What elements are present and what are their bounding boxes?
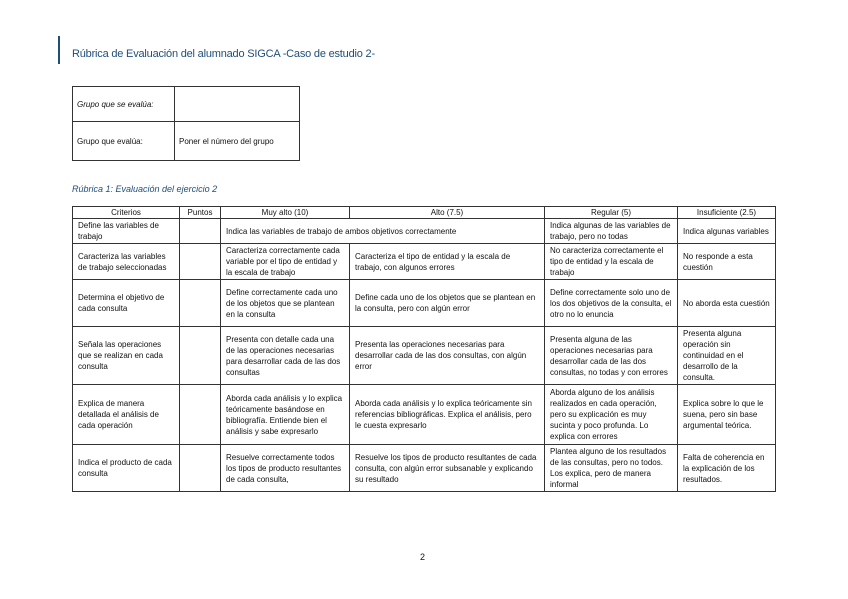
- muy-alto-cell: Presenta con detalle cada una de las operaciones necesarias para desarrollar cada de las dos consultas: [221, 327, 350, 385]
- alto-cell: Aborda cada análisis y lo explica teóricamente sin referencias bibliográficas. Explica el análisis, pero le cuesta expresarlo: [350, 385, 545, 445]
- criterion-cell: Señala las operaciones que se realizan en cada consulta: [73, 327, 180, 385]
- points-cell[interactable]: [180, 445, 221, 492]
- criterion-cell: Determina el objetivo de cada consulta: [73, 280, 180, 327]
- header-criterios: Criterios: [73, 207, 180, 219]
- table-row: [73, 244, 776, 280]
- table-row: [73, 280, 776, 327]
- group-row-evaluator: [73, 122, 300, 161]
- table-row: [73, 385, 776, 445]
- regular-cell: Define correctamente solo uno de los dos objetivos de la consulta, el otro no lo enuncia: [545, 280, 678, 327]
- insuficiente-cell: Indica algunas variables: [678, 219, 776, 244]
- evaluator-group-label: Grupo que evalúa:: [73, 122, 175, 161]
- table-row: [73, 445, 776, 492]
- criterion-cell: Indica el producto de cada consulta: [73, 445, 180, 492]
- points-cell[interactable]: [180, 327, 221, 385]
- title-accent-bar: [58, 36, 60, 64]
- header-insuficiente: Insuficiente (2.5): [678, 207, 776, 219]
- criterion-cell: Caracteriza las variables de trabajo seleccionadas: [73, 244, 180, 280]
- insuficiente-cell: Presenta alguna operación sin continuidad en el desarrollo de la consulta.: [678, 327, 776, 385]
- insuficiente-cell: No responde a esta cuestión: [678, 244, 776, 280]
- insuficiente-cell: Falta de coherencia en la explicación de los resultados.: [678, 445, 776, 492]
- alto-cell: Define cada uno de los objetos que se plantean en la consulta, pero con algún error: [350, 280, 545, 327]
- regular-cell: Indica algunas de las variables de trabajo, pero no todas: [545, 219, 678, 244]
- table-row: [73, 327, 776, 385]
- muy-alto-cell: Aborda cada análisis y lo explica teóricamente basándose en bibliografía. Entiende bien el análisis y sabe expresarlo: [221, 385, 350, 445]
- rubric-table: [72, 206, 776, 492]
- insuficiente-cell: Explica sobre lo que le suena, pero sin base argumental teórica.: [678, 385, 776, 445]
- regular-cell: Plantea alguno de los resultados de las consultas, pero no todos. Los explica, pero de manera informal: [545, 445, 678, 492]
- document-title: Rúbrica de Evaluación del alumnado SIGCA -Caso de estudio 2-: [72, 48, 375, 60]
- regular-cell: Presenta alguna de las operaciones necesarias para desarrollar cada de las dos consultas, no todas y con errores: [545, 327, 678, 385]
- criterion-cell: Explica de manera detallada el análisis de cada operación: [73, 385, 180, 445]
- table-row: [73, 219, 776, 244]
- page-number: 2: [420, 552, 426, 562]
- evaluated-group-value[interactable]: [175, 87, 300, 122]
- alto-cell: Presenta las operaciones necesarias para desarrollar cada de las dos consultas, con algún error: [350, 327, 545, 385]
- insuficiente-cell: No aborda esta cuestión: [678, 280, 776, 327]
- header-alto: Alto (7.5): [350, 207, 545, 219]
- regular-cell: Aborda alguno de los análisis realizados en cada operación, pero su explicación es muy sucinta y poco profunda. Lo explica con errores: [545, 385, 678, 445]
- points-cell[interactable]: [180, 244, 221, 280]
- points-cell[interactable]: [180, 219, 221, 244]
- muy-alto-cell: Define correctamente cada uno de los objetos que se plantean en la consulta: [221, 280, 350, 327]
- rubric-title: Rúbrica 1: Evaluación del ejercicio 2: [72, 184, 218, 194]
- alto-cell: Resuelve los tipos de producto resultantes de cada consulta, con algún error subsanable y explicando su resultado: [350, 445, 545, 492]
- muy-alto-cell: Resuelve correctamente todos los tipos de producto resultantes de cada consulta,: [221, 445, 350, 492]
- group-row-evaluated: [73, 87, 300, 122]
- evaluated-group-label: Grupo que se evalúa:: [73, 87, 175, 122]
- points-cell[interactable]: [180, 385, 221, 445]
- muy-alto-cell: Caracteriza correctamente cada variable por el tipo de entidad y la escala de trabajo: [221, 244, 350, 280]
- header-regular: Regular (5): [545, 207, 678, 219]
- evaluator-group-value[interactable]: Poner el número del grupo: [175, 122, 300, 161]
- points-cell[interactable]: [180, 280, 221, 327]
- alto-cell: Caracteriza el tipo de entidad y la escala de trabajo, con algunos errores: [350, 244, 545, 280]
- header-puntos: Puntos: [180, 207, 221, 219]
- header-muy-alto: Muy alto (10): [221, 207, 350, 219]
- group-table: [72, 86, 300, 161]
- rubric-header-row: [73, 207, 776, 219]
- criterion-cell: Define las variables de trabajo: [73, 219, 180, 244]
- muy-alto-alto-cell: Indica las variables de trabajo de ambos objetivos correctamente: [221, 219, 545, 244]
- regular-cell: No caracteriza correctamente el tipo de entidad y la escala de trabajo: [545, 244, 678, 280]
